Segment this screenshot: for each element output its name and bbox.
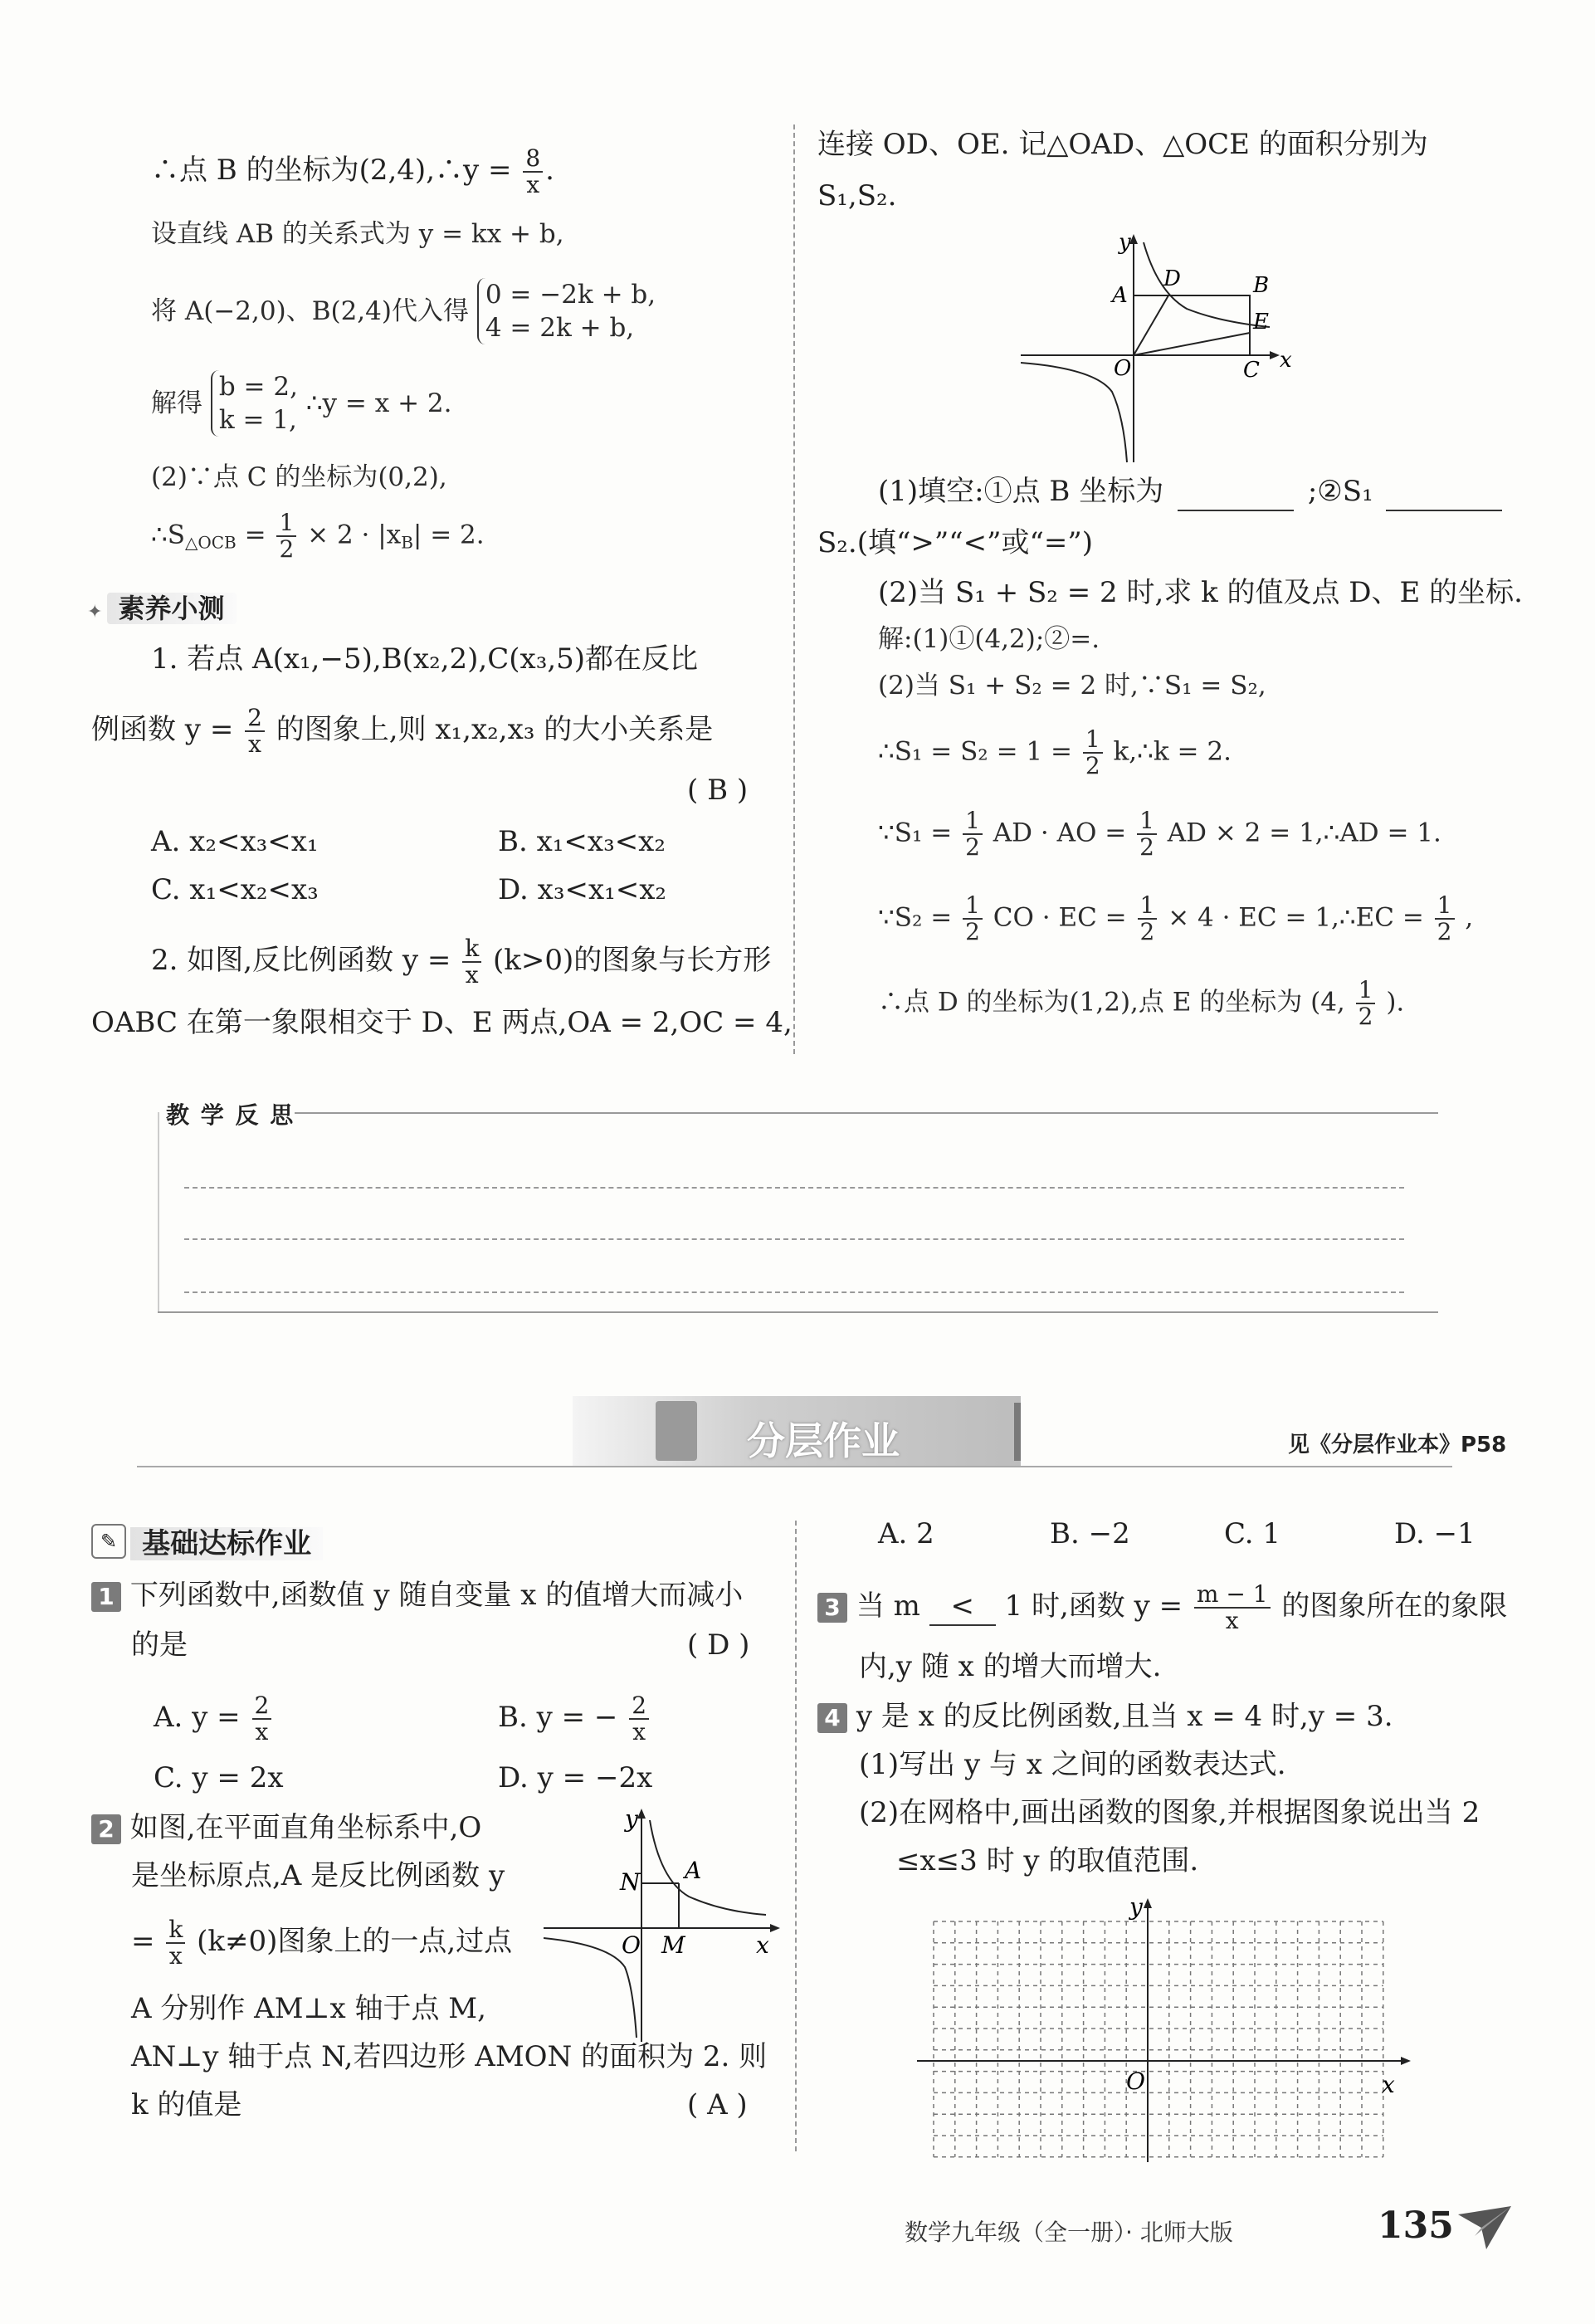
fig-label-d: D	[1163, 266, 1181, 291]
fig2-label-y: y	[625, 1805, 638, 1833]
hw-q2-line-1: 2 如图,在平面直角坐标系中,O	[91, 1809, 481, 1846]
right-line-5: (2)当 S₁ + S₂ = 2 时,求 k 的值及点 D、E 的坐标.	[878, 576, 1523, 609]
hw-q2-line-6: k 的值是	[131, 2088, 242, 2121]
segment-oe	[1134, 333, 1250, 355]
column-divider-bottom	[795, 1521, 797, 2151]
hw-q4-line-1: 4 y 是 x 的反比例函数,且当 x = 4 时,y = 3.	[817, 1698, 1393, 1735]
column-divider	[793, 124, 795, 1054]
hw-q2-option-a: A. 2	[878, 1517, 934, 1550]
right-line-9: ∵S₁ = $\frac{1}{2}$ AD · AO = $\frac{1}{2}$ AD × 2 = 1,∴AD = 1.	[878, 807, 1441, 861]
solution-line-5: (2)∵点 C 的坐标为(0,2),	[151, 462, 447, 492]
fig2-label-m: M	[661, 1931, 685, 1959]
fig2-label-x: x	[756, 1931, 769, 1959]
q1-option-c: C. x₁<x₂<x₃	[151, 873, 319, 906]
hw-q1-option-b: B. y = − $\frac{2}{x}$	[498, 1693, 651, 1745]
hw-q3-line-2: 内,y 随 x 的增大而增大.	[859, 1650, 1162, 1683]
right-line-10: ∵S₂ = $\frac{1}{2}$ CO · EC = $\frac{1}{2}$ × 4 · EC = 1,∴EC = $\frac{1}{2}$ ,	[878, 891, 1474, 945]
fig2-label-a: A	[685, 1857, 702, 1884]
blank-compare	[1386, 473, 1502, 511]
solution-line-1: ∴点 B 的坐标为(2,4),∴y = $\frac{8}{x}$ .	[151, 144, 554, 198]
q2-line-1: 2. 如图,反比例函数 y = $\frac{k}{x}$ (k>0)的图象与长方形	[151, 935, 772, 989]
grid-label-o: O	[1126, 2068, 1145, 2095]
hyperbola-q3	[1021, 363, 1127, 462]
hw-q3-line-1: 3 当 m < 1 时,函数 y = $\frac{m - 1}{x}$ 的图象所在的象限	[817, 1582, 1507, 1633]
suyang-heading: ✦ 素养小测	[87, 588, 237, 626]
coordinate-grid	[917, 1897, 1415, 2162]
right-line-1: 连接 OD、OE. 记△OAD、△OCE 的面积分别为	[817, 128, 1428, 161]
reflection-line-3	[184, 1291, 1404, 1293]
amon-figure	[544, 1805, 784, 2046]
fig-label-x: x	[1280, 348, 1292, 373]
hw-q2-line-2: 是坐标原点,A 是反比例函数 y	[131, 1859, 505, 1892]
hw-q1-answer: ( D )	[687, 1628, 750, 1662]
reflection-top-rule	[295, 1112, 1438, 1114]
right-line-6: 解:(1)①(4,2);②=.	[878, 624, 1100, 654]
right-line-2: S₁,S₂.	[817, 179, 897, 212]
hw-q1-option-d: D. y = −2x	[498, 1761, 653, 1794]
grid-label-y: y	[1129, 1897, 1143, 1921]
solution-line-2: 设直线 AB 的关系式为 y = kx + b,	[151, 219, 564, 249]
q1-line-1: 1. 若点 A(x₁,−5),B(x₂,2),C(x₃,5)都在反比	[151, 642, 699, 676]
hw-q4-line-4: ≤x≤3 时 y 的取值范围.	[896, 1844, 1199, 1877]
reflection-bottom-rule	[158, 1311, 1438, 1313]
blank-b-coordinate	[1178, 473, 1294, 511]
rectangle-hyperbola-figure	[1021, 226, 1295, 466]
q1-option-d: D. x₃<x₁<x₂	[498, 873, 667, 906]
q2-line-2: OABC 在第一象限相交于 D、E 两点,OA = 2,OC = 4,	[91, 1006, 793, 1039]
hw-q2-option-b: B. −2	[1050, 1517, 1130, 1550]
q1-option-a: A. x₂<x₃<x₁	[151, 825, 319, 858]
fig-label-y: y	[1119, 230, 1131, 255]
right-line-3: (1)填空:①点 B 坐标为 ;②S₁	[878, 473, 1505, 511]
fig2-label-n: N	[620, 1868, 641, 1896]
footer-book-title: 数学九年级（全一册）· 北师大版	[905, 2219, 1233, 2246]
banner-rule	[137, 1466, 1452, 1467]
hw-q2-line-3: = $\frac{k}{x}$ (k≠0)图象上的一点,过点	[131, 1916, 513, 1970]
fig2-label-o: O	[622, 1931, 641, 1959]
page-number: 135	[1378, 2204, 1454, 2247]
homework-book-reference: 见《分层作业本》P58	[1288, 1433, 1507, 1457]
hyperbola-q1	[650, 1820, 766, 1915]
hw-q4-line-2: (1)写出 y 与 x 之间的函数表达式.	[859, 1748, 1286, 1781]
q3-answer-blank: <	[929, 1588, 996, 1626]
hw-q1-option-c: C. y = 2x	[154, 1761, 284, 1794]
segment-od	[1134, 295, 1168, 355]
hw-q2-option-c: C. 1	[1224, 1517, 1281, 1550]
hw-q4-line-3: (2)在网格中,画出函数的图象,并根据图象说出当 2	[859, 1796, 1480, 1829]
pencil-icon: ✎	[91, 1524, 126, 1559]
hw-q2-option-d: D. −1	[1394, 1517, 1475, 1550]
hyperbola-q1	[1144, 242, 1270, 327]
fig-label-a: A	[1112, 283, 1128, 308]
q1-answer: ( B )	[687, 774, 749, 807]
hw-q2-answer: ( A )	[687, 2088, 748, 2121]
solution-line-4: 解得 b = 2, k = 1, ∴y = x + 2.	[151, 372, 452, 435]
right-line-7: (2)当 S₁ + S₂ = 2 时,∵S₁ = S₂,	[878, 671, 1266, 701]
hw-q1-line-2: 的是	[131, 1628, 188, 1662]
grid-label-x: x	[1382, 2071, 1395, 2098]
q1-line-2: 例函数 y = $\frac{2}{x}$ 的图象上,则 x₁,x₂,x₃ 的大小关系是	[91, 704, 714, 758]
reflection-title: 教 学 反 思	[166, 1101, 295, 1129]
right-line-11: ∴点 D 的坐标为(1,2),点 E 的坐标为 (4, $\frac{1}{2}$ ).	[878, 976, 1405, 1030]
reflection-line-2	[184, 1238, 1404, 1240]
banner-title: 分层作业	[747, 1418, 900, 1463]
fig-label-c: C	[1243, 358, 1260, 383]
homework-heading: ✎ 基础达标作业	[91, 1521, 323, 1561]
hw-q2-line-5: AN⊥y 轴于点 N,若四边形 AMON 的面积为 2. 则	[131, 2040, 768, 2073]
paper-plane-icon	[1456, 2203, 1515, 2253]
reflection-line-1	[184, 1187, 1404, 1189]
fig-label-b: B	[1253, 273, 1270, 298]
fig-label-e: E	[1253, 310, 1269, 334]
hw-q1-option-a: A. y = $\frac{2}{x}$	[154, 1693, 274, 1745]
hw-q1-line-1: 1 下列函数中,函数值 y 随自变量 x 的值增大而减小	[91, 1577, 743, 1614]
right-line-4: S₂.(填“>”“<”或“=”)	[817, 526, 1094, 559]
solution-line-6: $\therefore S_{\triangle OCB}$ = $\frac{1}{2}$ × $2 \cdot |x_B| = 2$.	[151, 509, 485, 563]
right-line-8: ∴S₁ = S₂ = 1 = $\frac{1}{2}$ k,∴k = 2.	[878, 725, 1232, 779]
fig-label-o: O	[1114, 356, 1132, 381]
solution-line-3: 将 A(−2,0)、B(2,4)代入得 0 = −2k + b, 4 = 2k + b,	[151, 280, 656, 343]
diamond-icon: ✦	[87, 602, 103, 622]
hw-q2-line-4: A 分别作 AM⊥x 轴于点 M,	[131, 1992, 486, 2025]
banner-decoration-icon	[656, 1401, 697, 1461]
q1-option-b: B. x₁<x₃<x₂	[498, 825, 666, 858]
